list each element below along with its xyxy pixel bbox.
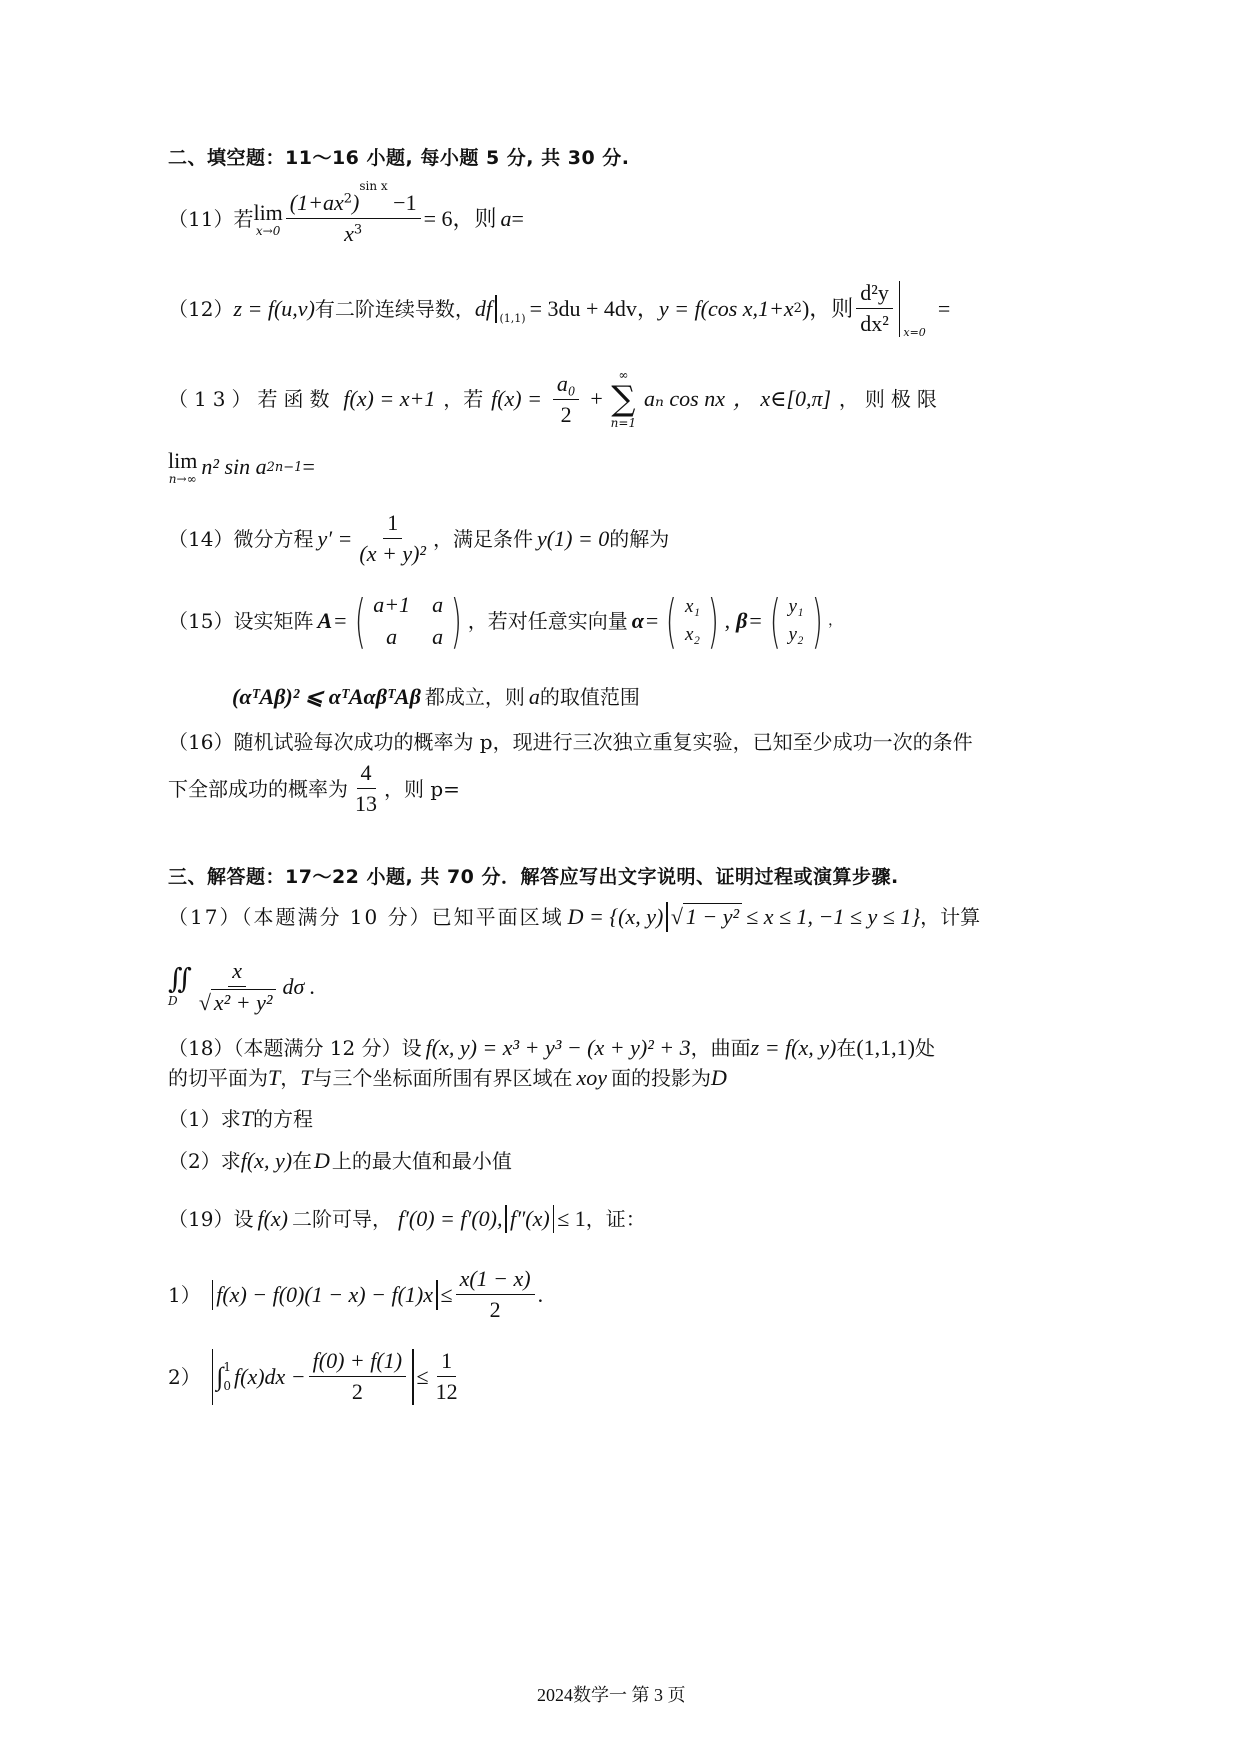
question-14: （14）微分方程 y′ = $\frac{1}{\text{(x + y)²}}$ ，满足条件 y(1) = 0 的解为 <box>168 510 670 567</box>
double-integral-icon: ∬ <box>168 964 192 996</box>
integral-icon: ∫ <box>216 1362 224 1392</box>
vector-beta: ( y₁ y₂ ) <box>769 587 823 656</box>
matrix-A: ( a+1 a a a ) <box>354 587 463 656</box>
question-18-line-2: 的切平面为 T ， T 与三个坐标面所围有界区域在 xoy 面的投影为 D <box>168 1065 727 1091</box>
section-3-title: 三、解答题：17～22 小题, 共 70 分．解答应写出文字说明、证明过程或演算步骤. <box>168 866 899 888</box>
q11-label: （11）若 <box>168 206 254 231</box>
summation-icon: ∞ ∑ n=1 <box>610 368 637 431</box>
vector-alpha: ( x₁ x₂ ) <box>665 587 719 656</box>
section-2-title: 二、填空题：11～16 小题, 每小题 5 分, 共 30 分. <box>168 147 630 169</box>
question-19-part-2: 2） ∫ 1 0 f(x)dx − $\frac{f(0) + f(1)}{2}$ ≤ $\frac{1}{12}$ <box>168 1348 458 1405</box>
question-12: （12） z = f(u,v) 有二阶连续导数， df (1,1) = 3du + 4dv， y = f(cos x,1+x 2 )，则 $\frac{\text{d²y}}{\text{dx²}}$ x=0 = <box>168 280 951 340</box>
question-17: （17）（本题满分 10 分）已知平面区域 D = {(x, y) √ 1 − y² ≤ x ≤ 1, −1 ≤ y ≤ 1} ，计算 <box>168 902 980 932</box>
question-16: （16）随机试验每次成功的概率为 p，现进行三次独立重复实验，已知至少成功一次的条件 <box>168 730 973 754</box>
q11-fraction: $\frac{(1+ax^2)^{sin x} -1}{x^3}$ <box>286 190 421 248</box>
question-13-line-2: lim n→∞ n² sin a 2n−1 = <box>168 448 315 487</box>
question-15: （15）设实矩阵 A = ( a+1 a a a ) ，若对任意实向量 α = ( x₁ x₂ ) , β = ( y₁ y₂ ) ， <box>168 587 843 656</box>
sqrt-icon: √ 1 − y² <box>671 903 742 930</box>
question-13: （13）若函数 f(x) = x+1 ，若 f(x) = $\frac{\text{a₀}}{2}$ + ∞ ∑ n=1 aₙ cos nx ， x∈[0,π] ，则极限 <box>168 368 943 431</box>
question-19-part-1: 1） f(x) − f(0)(1 − x) − f(1)x ≤ $\frac{x(1 - x)}{2}$ . <box>168 1266 544 1323</box>
question-16-line-2: 下全部成功的概率为 $\frac{4}{13}$ ，则 p= <box>168 760 460 817</box>
question-19: （19）设 f(x) 二阶可导， f′(0) = f′(0), f″(x) ≤ 1 ，证： <box>168 1205 646 1231</box>
question-11: （11）若 lim x→0 $\frac{(1+ax^2)^{sin x} -1}{x^3}$ = 6，则 a = <box>168 179 524 247</box>
question-17-integral: ∬ D x √ x² + y² dσ . <box>168 958 316 1016</box>
question-18-part-2: （2）求 f(x, y) 在 D 上的最大值和最小值 <box>168 1148 512 1174</box>
question-18-part-1: （1）求 T 的方程 <box>168 1106 313 1132</box>
question-15-line-2: (αᵀAβ)² ⩽ αᵀAαβᵀAβ 都成立，则 a 的取值范围 <box>232 684 640 710</box>
q11-limit: lim x→0 <box>253 199 283 238</box>
q12-derivative: $\frac{\text{d²y}}{\text{dx²}}$ <box>856 280 893 338</box>
question-18: （18）（本题满分 12 分）设 f(x, y) = x³ + y³ − (x + y)² + 3 ，曲面 z = f(x, y) 在 (1,1,1) 处 <box>168 1035 936 1061</box>
page-footer: 2024数学一 第 3 页 <box>537 1685 686 1705</box>
